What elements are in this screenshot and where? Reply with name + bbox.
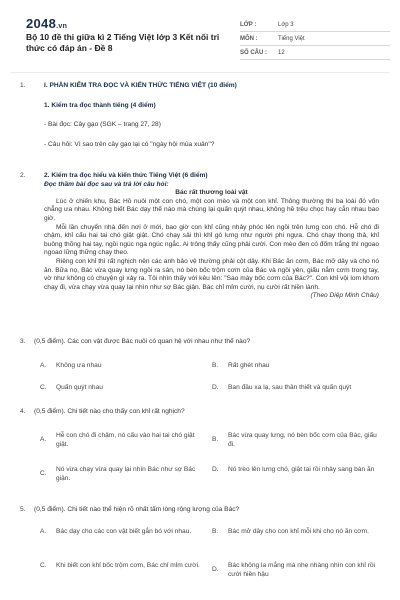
logo-suffix: .vn <box>56 23 68 30</box>
reading-line: - Bài đọc: Cây gạo (SGK – trang 27, 28) <box>44 121 161 129</box>
section-title: I. PHẦN KIỂM TRA ĐỌC VÀ KIẾN THỨC TIẾNG VIỆT (10 điểm) <box>44 82 237 89</box>
question-text: (0,5 điểm). Chi tiết nào thể hiện rõ nhất tấm lòng rộng lượng của Bác? <box>34 506 240 513</box>
option-d[interactable] <box>212 562 380 579</box>
option-b[interactable] <box>212 528 380 537</box>
option-a[interactable] <box>40 528 200 537</box>
meta-key: MÔN : <box>240 35 258 42</box>
option-c[interactable] <box>40 384 200 393</box>
question-line: - Câu hỏi: Vì sao trên cây gạo lại có "ngày hội mùa xuân"? <box>44 140 215 148</box>
option-text: Rất ghét nhau <box>228 362 270 369</box>
subsection-title: 1. Kiểm tra đọc thành tiếng (4 điểm) <box>44 101 156 109</box>
meta-key: LỚP : <box>240 21 257 28</box>
option-letter: D. <box>212 466 219 473</box>
option-text: Hễ con chó đi chậm, nó cấu vào hai tai chó giật giật. <box>56 432 195 448</box>
meta-row-subject <box>240 32 390 46</box>
option-c[interactable] <box>40 562 200 571</box>
option-letter: C. <box>40 384 47 391</box>
section-title: 2. Kiểm tra đọc hiểu và kiến thức Tiếng Việt (6 điểm) <box>44 172 208 179</box>
story-paragraph: Lúc ở chiến khu, Bác Hồ nuôi một con chó, một con mèo và một con khỉ. Thông thường thì ba loài đó vốn chẳng ưa nhau. Không biết Bác dạy thế nào mà chúng lại quấn quýt nhau, không hề trêu chọc hay cắn nhau bao giờ. <box>44 197 379 222</box>
item-number: 4. <box>20 408 26 415</box>
option-letter: C. <box>40 470 47 478</box>
option-text: Ban đầu xa lạ, sau thân thiết và quấn quýt <box>228 384 352 391</box>
meta-value: 12 <box>278 49 285 56</box>
option-text: Không ưa nhau <box>56 362 102 369</box>
option-text: Nó trèo lên lưng chó, giật tai rồi nhảy sang bàn ăn <box>228 466 375 473</box>
story-paragraph: Mỗi lần chuyển nhà đến nơi ở mới, bao giờ con khỉ cũng nhảy phóc lên ngồi trên lưng con chó. Hễ chó đi chậm, khỉ cấu hai tai chó giật giật. Chó chạy sải thì khỉ gò lưng như người phi ngựa. Chó chạy thong thả, khỉ buông thõng hai tay, ngồi ngúc nga ngúc ngắc. Ai trông thấy cũng phải cười. Con mèo đen có đốm trắng thì ngoao ngoao lững thững chạy theo. <box>44 223 379 257</box>
instruction: Đọc thầm bài đọc sau và trả lời câu hỏi: <box>44 180 169 188</box>
story-title: Bác rất thương loài vật <box>175 189 248 197</box>
document-header <box>10 6 390 64</box>
section-2-body <box>44 172 379 301</box>
meta-key: SỐ CÂU : <box>240 49 267 56</box>
option-d[interactable] <box>212 466 380 475</box>
meta-row-class <box>240 18 390 32</box>
site-logo[interactable] <box>26 16 67 31</box>
option-letter: B. <box>212 436 219 444</box>
item-number: 5. <box>20 506 26 513</box>
option-text: Bác vừa quay lưng, nó bèn bốc cơm của Bác, giấu đi. <box>228 432 377 448</box>
option-letter: B. <box>212 528 219 535</box>
option-c[interactable] <box>40 466 200 483</box>
option-a[interactable] <box>40 362 200 371</box>
option-text: Nó vừa chạy vừa quay lại nhìn Bác như sợ Bác giận. <box>56 466 196 482</box>
meta-value: Tiếng Việt <box>278 35 305 42</box>
story-paragraph: Riêng con khỉ thì rất nghịch nên các anh bảo vệ thường phải cột dây. Khi Bác ăn cơm, Bác mở dây và cho nó ăn. Bữa nọ, Bác vừa quay lưng ngồi ra sân, nó bèn bốc trộm cơm của Bác và ngồi yên, giấu nắm cơm trong tay, vờ như không có chuyện gì xảy ra. Tôi nhìn thấy với kêu lên: "Sao mày bốc cơm của Bác?". Con khỉ vội lom khom chạy đi, vừa chạy vừa quay lại nhìn như sợ Bác giận. Bác chỉ mỉm cười, nụ cười rất hiền lành. <box>44 257 379 291</box>
option-letter: A. <box>40 362 47 369</box>
divider <box>10 72 390 73</box>
option-text: Bác mở dây cho con khỉ mỗi khi cho nó ăn cơm. <box>228 528 369 535</box>
option-letter: C. <box>40 562 47 569</box>
item-number: 2. <box>20 172 26 179</box>
document-title: Bộ 10 đề thi giữa kì 2 Tiếng Việt lớp 3 Kết nối tri thức có đáp án - Đề 8 <box>26 32 220 53</box>
meta-row-count <box>240 46 390 60</box>
story-source: (Theo Diệp Minh Châu) <box>310 292 379 300</box>
option-text: Bác dạy cho các con vật biết gắn bó với nhau. <box>56 528 192 535</box>
option-text: Bác không la mắng mà nhẹ nhàng nhìn con khỉ rồi cười hiền hậu <box>228 562 375 578</box>
item-number: 1. <box>20 82 26 89</box>
option-letter: D. <box>212 384 219 391</box>
item-number: 3. <box>20 338 26 345</box>
section-1-body <box>44 82 379 149</box>
logo-text: 2048 <box>26 16 57 31</box>
option-b[interactable] <box>212 362 380 371</box>
option-letter: A. <box>40 436 47 444</box>
meta-value: Lớp 3 <box>278 21 294 28</box>
option-letter: A. <box>40 528 47 535</box>
option-a[interactable] <box>40 432 200 449</box>
option-text: Khi biết con khỉ bốc trộm cơm, Bác chỉ mỉm cười. <box>56 562 200 569</box>
option-d[interactable] <box>212 384 380 393</box>
meta-table <box>240 18 390 60</box>
option-letter: B. <box>212 362 219 369</box>
option-letter: D. <box>212 566 219 574</box>
question-text: (0,5 điểm). Chi tiết nào cho thấy con khỉ rất nghịch? <box>34 408 185 415</box>
option-text: Quấn quýt nhau <box>56 384 103 391</box>
option-b[interactable] <box>212 432 380 449</box>
question-text: (0,5 điểm). Các con vật được Bác nuôi có quan hệ với nhau như thế nào? <box>34 338 251 345</box>
